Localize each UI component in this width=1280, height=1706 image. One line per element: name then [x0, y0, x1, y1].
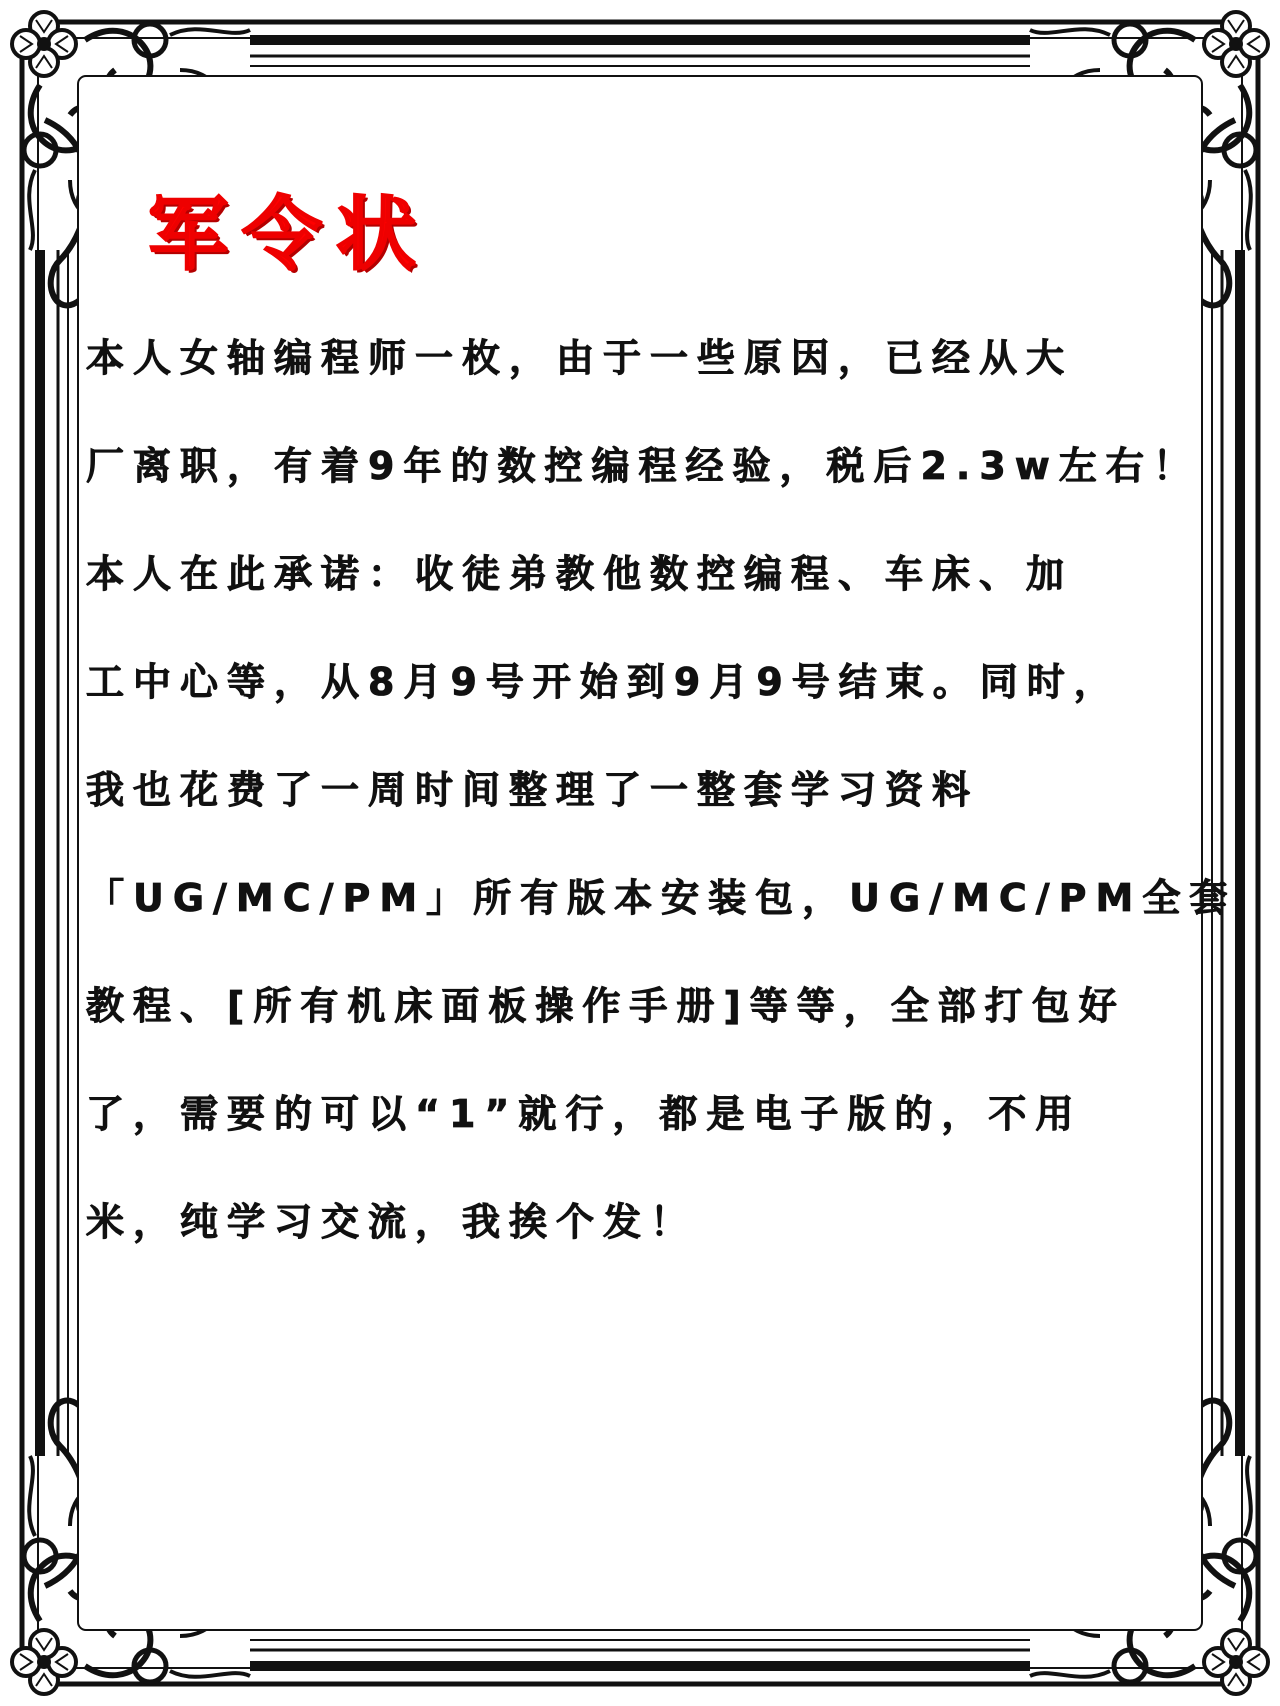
text-line: 了，需要的可以“1”就行，都是电子版的，不用: [86, 1092, 1083, 1136]
paragraph-1: [86, 313, 1200, 529]
paragraph-2: [86, 529, 1237, 1285]
text-line: 本人在此承诺：收徒弟教他数控编程、车床、加: [86, 552, 1074, 596]
text-line: 本人女轴编程师一枚，由于一些原因，已经从大: [86, 336, 1074, 380]
text-line: 「UG/MC/PM」所有版本安装包，UG/MC/PM全套: [86, 876, 1237, 920]
document-title: 军令状: [148, 188, 430, 281]
document-content: [86, 185, 1237, 1285]
text-line: 教程、[所有机床面板操作手册]等等，全部打包好: [86, 984, 1126, 1028]
text-line: 米，纯学习交流，我挨个发！: [86, 1200, 698, 1244]
document-body: [86, 313, 1237, 1285]
text-line: 厂离职，有着9年的数控编程经验，税后2.3w左右！: [86, 444, 1200, 488]
text-line: 工中心等，从8月9号开始到9月9号结束。同时，: [86, 660, 1121, 704]
text-line: 我也花费了一周时间整理了一整套学习资料: [86, 768, 980, 812]
